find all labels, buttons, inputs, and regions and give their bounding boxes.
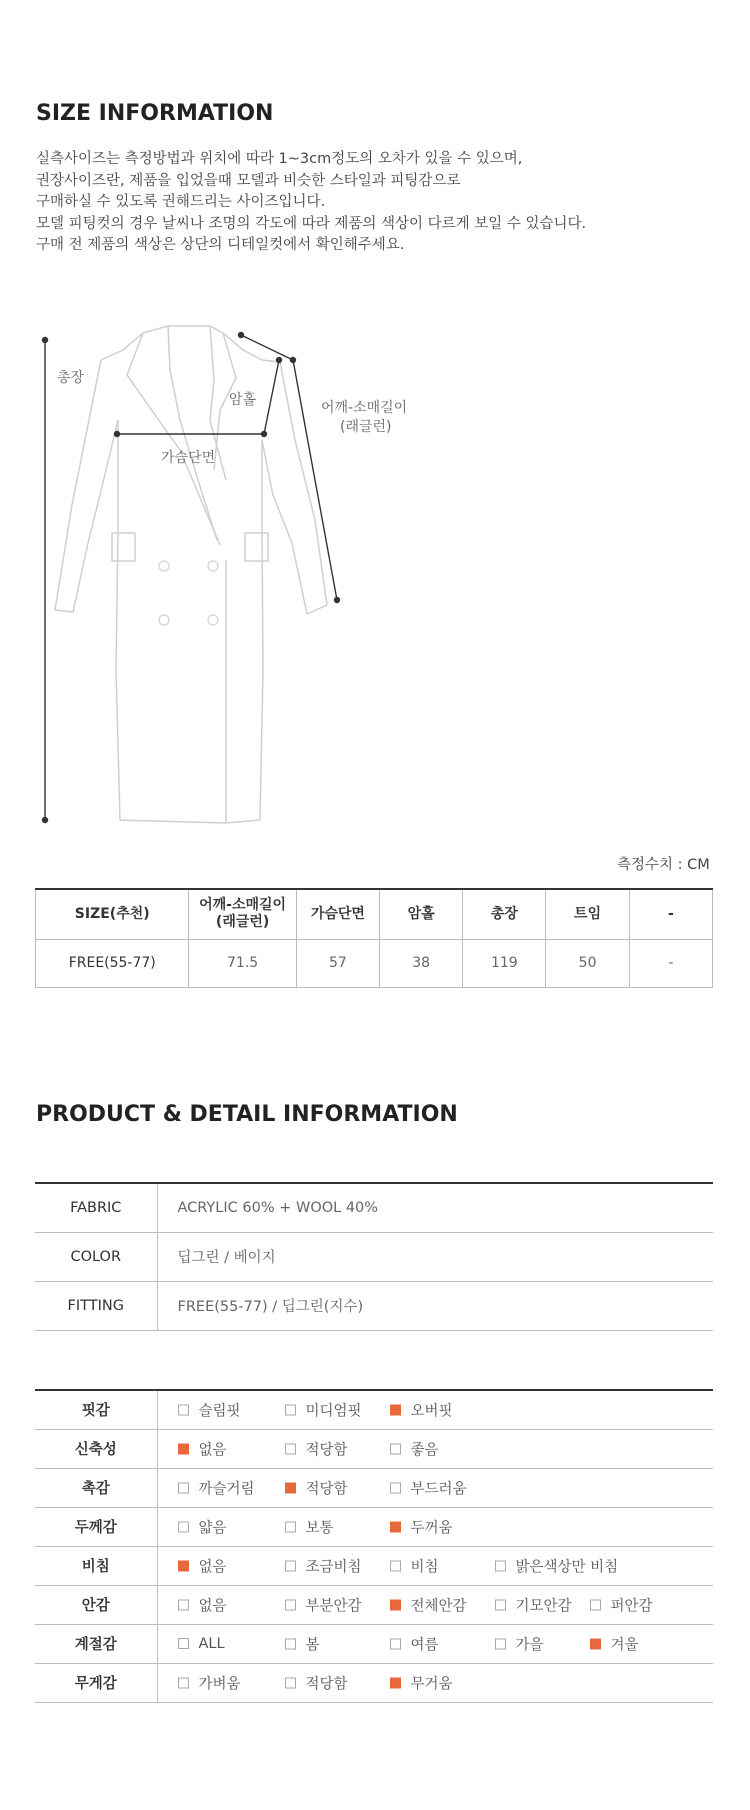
- product-info-table: [35, 1182, 713, 1331]
- description-line: 구매하실 수 있도록 권해드리는 사이즈입니다.: [36, 194, 326, 210]
- feel-option: [590, 1594, 653, 1615]
- feel-row-label: 계절감: [35, 1624, 157, 1663]
- label-chest: 가슴단면: [161, 450, 216, 466]
- fitting-value: FREE(55-77) / 딥그린(지수): [157, 1281, 713, 1330]
- feel-option: [390, 1399, 453, 1420]
- feel-option-label: 부드러움: [410, 1481, 467, 1497]
- fitting-label: FITTING: [35, 1281, 157, 1330]
- size-description: [36, 149, 586, 257]
- table-row: [35, 1390, 713, 1429]
- product-info-title: PRODUCT & DETAIL INFORMATION: [36, 1102, 458, 1127]
- feel-row-options: [157, 1624, 713, 1663]
- feel-option: [390, 1555, 439, 1576]
- feel-option-label: 기모안감: [515, 1598, 572, 1614]
- cell-chest: 57: [296, 939, 379, 987]
- header-shoulder-sleeve: [189, 889, 296, 939]
- table-row: [35, 1585, 713, 1624]
- unchecked-box-icon: [178, 1404, 189, 1415]
- size-info-title: SIZE INFORMATION: [36, 101, 274, 126]
- feel-option-label: 좋음: [410, 1442, 439, 1458]
- header-total-length: 총장: [463, 889, 546, 939]
- table-row: [35, 1468, 713, 1507]
- color-value: 딥그린 / 베이지: [157, 1232, 713, 1281]
- feel-option: [178, 1636, 225, 1652]
- feel-row-label: 안감: [35, 1585, 157, 1624]
- feel-row-label: 핏감: [35, 1390, 157, 1429]
- feel-option-label: 미디엄핏: [305, 1403, 362, 1420]
- table-row: [36, 939, 713, 987]
- unchecked-box-icon: [390, 1443, 401, 1454]
- feel-option-label: 까슬거림: [198, 1481, 255, 1497]
- feel-option: [390, 1516, 453, 1537]
- feel-option-label: 없음: [198, 1442, 227, 1458]
- feel-option-label: 가을: [515, 1637, 544, 1653]
- unit-note: 측정수치 : CM: [617, 857, 710, 873]
- coat-size-diagram: [0, 310, 400, 830]
- table-row: [35, 1232, 713, 1281]
- feel-option-label: 밝은색상만 비침: [515, 1559, 619, 1575]
- feel-row-label: 신축성: [35, 1429, 157, 1468]
- header-shoulder-sleeve-line1: 어깨-소매길이: [199, 897, 287, 914]
- label-armhole: 암홀: [229, 392, 257, 408]
- unchecked-box-icon: [285, 1521, 296, 1532]
- feel-option-label: 여름: [410, 1637, 439, 1653]
- unchecked-box-icon: [390, 1638, 401, 1649]
- unchecked-box-icon: [178, 1677, 189, 1688]
- feel-option: [178, 1516, 227, 1537]
- feel-option: [390, 1672, 453, 1693]
- feel-option-label: 슬림핏: [198, 1403, 241, 1420]
- header-shoulder-sleeve-line2: (래글런): [215, 914, 270, 931]
- feel-option: [285, 1594, 362, 1615]
- unchecked-box-icon: [495, 1560, 506, 1571]
- unchecked-box-icon: [285, 1560, 296, 1571]
- coat-buttons: [159, 561, 218, 625]
- fabric-feel-table: [35, 1389, 713, 1703]
- feel-option: [285, 1477, 348, 1498]
- cell-total-length: 119: [463, 939, 546, 987]
- unchecked-box-icon: [495, 1638, 506, 1649]
- table-row: [35, 1183, 713, 1232]
- feel-row-options: [157, 1390, 713, 1429]
- label-shoulder-sleeve: 어깨-소매길이: [321, 400, 408, 416]
- unchecked-box-icon: [285, 1677, 296, 1688]
- header-size: SIZE(추천): [36, 889, 189, 939]
- feel-option: [285, 1438, 348, 1459]
- feel-option: [495, 1555, 619, 1576]
- header-armhole: 암홀: [380, 889, 463, 939]
- cell-armhole: 38: [380, 939, 463, 987]
- feel-row-options: [157, 1468, 713, 1507]
- description-line: 권장사이즈란, 제품을 입었을때 모델과 비슷한 스타일과 피팅감으로: [36, 172, 461, 189]
- unchecked-box-icon: [285, 1443, 296, 1454]
- feel-option-label: 조금비침: [305, 1559, 362, 1575]
- table-row: [35, 1624, 713, 1663]
- header-slit: 트임: [546, 889, 629, 939]
- fabric-label: FABRIC: [35, 1183, 157, 1232]
- feel-option: [178, 1399, 241, 1420]
- table-row: [35, 1663, 713, 1702]
- feel-option: [285, 1633, 320, 1654]
- checked-box-icon: [390, 1599, 401, 1610]
- feel-option-label: 적당함: [305, 1442, 348, 1458]
- feel-option: [178, 1672, 241, 1693]
- feel-option: [178, 1594, 227, 1615]
- feel-row-options: [157, 1663, 713, 1702]
- cell-size: FREE(55-77): [36, 939, 189, 987]
- feel-option-label: 부분안감: [305, 1598, 362, 1614]
- unchecked-box-icon: [285, 1599, 296, 1610]
- feel-option: [178, 1438, 227, 1459]
- header-chest: 가슴단면: [296, 889, 379, 939]
- feel-option-label: 가벼움: [198, 1676, 241, 1692]
- cell-shoulder-sleeve: 71.5: [189, 939, 296, 987]
- checked-box-icon: [178, 1560, 189, 1571]
- feel-option-label: 두꺼움: [410, 1520, 453, 1536]
- feel-option: [285, 1399, 362, 1420]
- description-line: 실측사이즈는 측정방법과 위치에 따라 1~3cm정도의 오차가 있을 수 있으며,: [36, 151, 523, 167]
- feel-row-options: [157, 1546, 713, 1585]
- cell-slit: 50: [546, 939, 629, 987]
- fabric-value: ACRYLIC 60% + WOOL 40%: [157, 1183, 713, 1232]
- label-total-length: 총장: [57, 370, 85, 386]
- checked-box-icon: [178, 1443, 189, 1454]
- feel-option: [495, 1594, 572, 1615]
- feel-option-label: 비침: [410, 1559, 439, 1575]
- measure-lines: [43, 333, 340, 823]
- feel-row-options: [157, 1429, 713, 1468]
- unchecked-box-icon: [178, 1521, 189, 1532]
- feel-option-label: 겨울: [610, 1637, 639, 1653]
- checked-box-icon: [390, 1404, 401, 1415]
- feel-option-label: 무거움: [410, 1676, 453, 1692]
- unchecked-box-icon: [178, 1638, 189, 1649]
- header-extra: -: [629, 889, 712, 939]
- feel-row-label: 두께감: [35, 1507, 157, 1546]
- feel-option: [285, 1672, 348, 1693]
- feel-option-label: 없음: [198, 1598, 227, 1614]
- cell-extra: -: [629, 939, 712, 987]
- feel-option: [495, 1633, 544, 1654]
- feel-option-label: 적당함: [305, 1481, 348, 1497]
- label-raglan: (래글런): [340, 419, 392, 435]
- color-label: COLOR: [35, 1232, 157, 1281]
- feel-option: [390, 1438, 439, 1459]
- coat-outline: [55, 326, 327, 823]
- table-row: [35, 1429, 713, 1468]
- description-line: 모델 피팅컷의 경우 날씨나 조명의 각도에 따라 제품의 색상이 다르게 보일 수 있습니다.: [36, 215, 587, 232]
- feel-option: [285, 1555, 362, 1576]
- checked-box-icon: [390, 1521, 401, 1532]
- feel-option: [390, 1633, 439, 1654]
- checked-box-icon: [390, 1677, 401, 1688]
- size-table-header: [36, 889, 713, 939]
- feel-option-label: 없음: [198, 1559, 227, 1575]
- feel-row-options: [157, 1507, 713, 1546]
- unchecked-box-icon: [285, 1638, 296, 1649]
- feel-row-label: 촉감: [35, 1468, 157, 1507]
- table-row: [35, 1546, 713, 1585]
- unchecked-box-icon: [390, 1560, 401, 1571]
- unchecked-box-icon: [285, 1404, 296, 1415]
- feel-option: [390, 1477, 467, 1498]
- feel-option: [390, 1594, 467, 1615]
- unchecked-box-icon: [495, 1599, 506, 1610]
- feel-option-label: 적당함: [305, 1676, 348, 1692]
- size-table: [35, 888, 713, 988]
- feel-row-options: [157, 1585, 713, 1624]
- unchecked-box-icon: [178, 1482, 189, 1493]
- feel-option-label: ALL: [198, 1635, 225, 1652]
- feel-option-label: 전체안감: [410, 1598, 467, 1614]
- checked-box-icon: [285, 1482, 296, 1493]
- feel-option: [285, 1516, 334, 1537]
- unchecked-box-icon: [390, 1482, 401, 1493]
- feel-option-label: 퍼안감: [610, 1598, 653, 1614]
- feel-option: [178, 1555, 227, 1576]
- unchecked-box-icon: [178, 1599, 189, 1610]
- feel-option-label: 보통: [305, 1520, 334, 1536]
- unchecked-box-icon: [590, 1599, 601, 1610]
- feel-option: [178, 1477, 255, 1498]
- table-row: [35, 1281, 713, 1330]
- feel-option-label: 봄: [305, 1637, 320, 1653]
- feel-option-label: 오버핏: [410, 1403, 453, 1420]
- feel-option-label: 얇음: [198, 1520, 227, 1536]
- description-line: 구매 전 제품의 색상은 상단의 디테일컷에서 확인해주세요.: [36, 237, 405, 253]
- table-row: [35, 1507, 713, 1546]
- feel-row-label: 무게감: [35, 1663, 157, 1702]
- checked-box-icon: [590, 1638, 601, 1649]
- feel-option: [590, 1633, 639, 1654]
- feel-row-label: 비침: [35, 1546, 157, 1585]
